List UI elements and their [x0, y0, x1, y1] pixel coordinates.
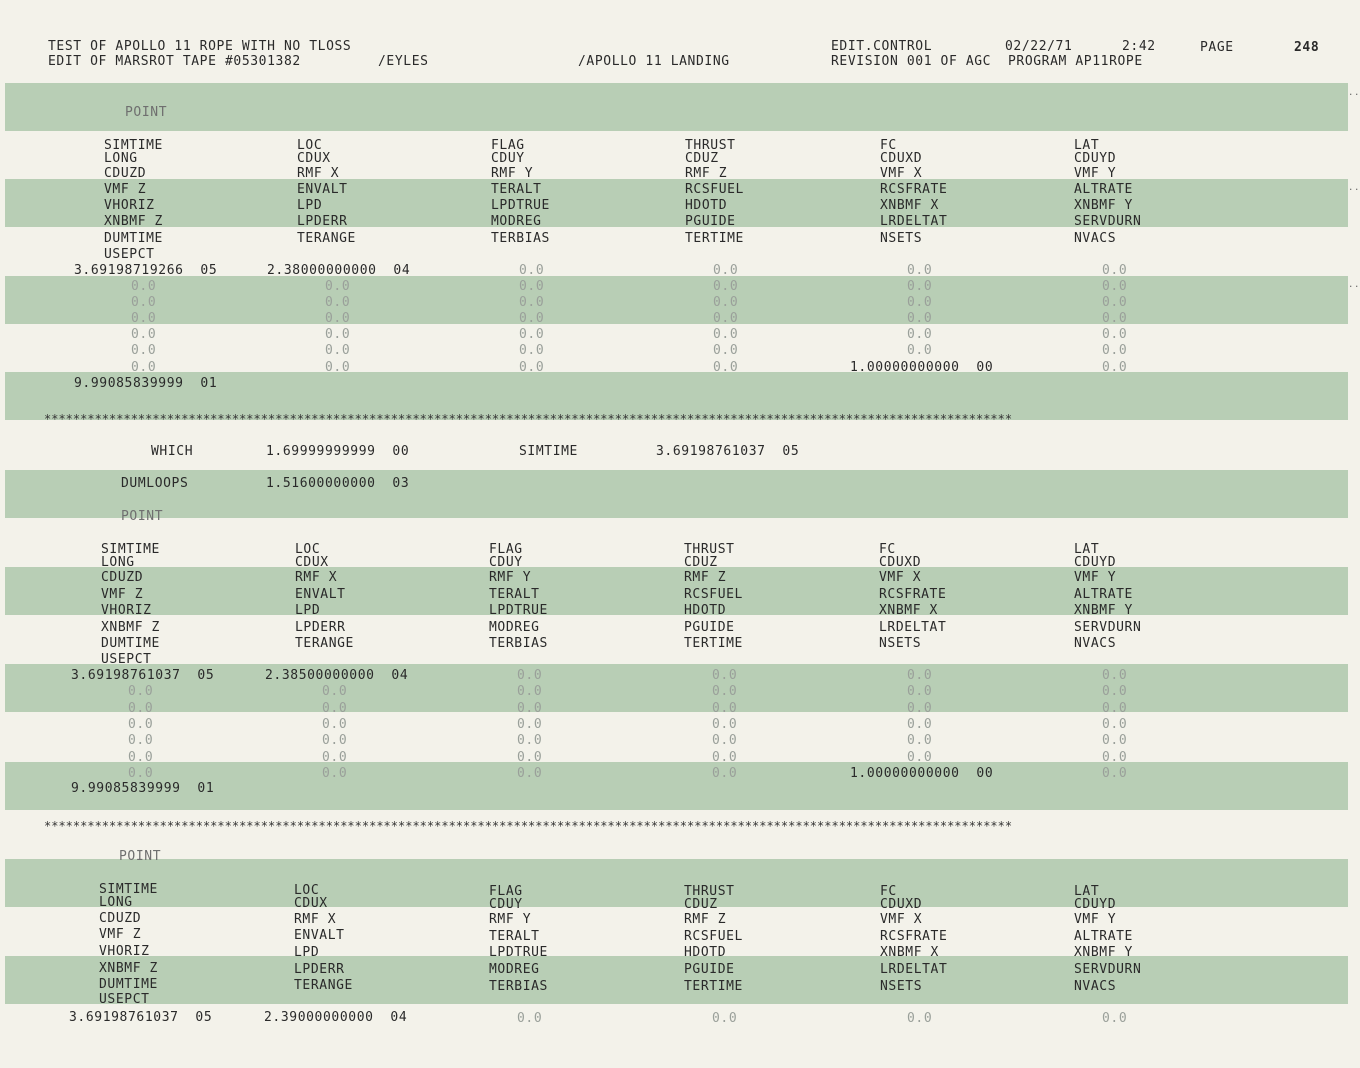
field-name: CDUX — [294, 896, 328, 911]
value-cell: 0.0 — [128, 701, 154, 716]
value-cell: 0.0 — [517, 701, 543, 716]
value-cell: 9.99085839999 01 — [71, 781, 215, 796]
value-cell: 0.0 — [1102, 327, 1128, 342]
value-cell: 0.0 — [712, 684, 738, 699]
field-name: ALTRATE — [1074, 587, 1133, 602]
field-name: USEPCT — [104, 247, 155, 262]
field-name: VMF Y — [1074, 570, 1117, 585]
field-name: VMF Y — [1074, 912, 1117, 927]
value-cell: 0.0 — [517, 750, 543, 765]
value-cell: 0.0 — [322, 750, 348, 765]
value-cell: 0.0 — [519, 279, 545, 294]
value-cell: 0.0 — [128, 733, 154, 748]
greenbar-band — [5, 956, 1348, 1004]
field-name: XNBMF Y — [1074, 945, 1133, 960]
field-name: XNBMF Y — [1074, 198, 1133, 213]
field-name: DUMTIME — [101, 636, 160, 651]
value-cell: 3.69198761037 05 — [69, 1010, 213, 1025]
field-name: NVACS — [1074, 231, 1117, 246]
field-name: TERALT — [489, 587, 540, 602]
field-name: LONG — [101, 555, 135, 570]
field-name: RMF X — [297, 166, 340, 181]
greenbar-band — [5, 470, 1348, 518]
field-name: RMF Y — [489, 570, 532, 585]
field-name: XNBMF X — [879, 603, 938, 618]
value-cell: 0.0 — [517, 717, 543, 732]
field-name: RCSFUEL — [684, 929, 743, 944]
field-name: CDUYD — [1074, 151, 1117, 166]
value-cell: 1.00000000000 00 — [850, 360, 994, 375]
field-name: MODREG — [489, 962, 540, 977]
value-cell: 0.0 — [1102, 733, 1128, 748]
value-cell: 0.0 — [325, 343, 351, 358]
value-cell: 0.0 — [1102, 279, 1128, 294]
field-name: LRDELTAT — [880, 214, 948, 229]
value-cell: 2.39000000000 04 — [264, 1010, 408, 1025]
field-name: LAT — [1074, 884, 1100, 899]
point-label: POINT — [119, 849, 162, 864]
value-cell: 0.0 — [519, 327, 545, 342]
field-name: TERANGE — [297, 231, 356, 246]
value-cell: 0.0 — [1102, 360, 1128, 375]
field-name: TERALT — [491, 182, 542, 197]
field-name: LRDELTAT — [880, 962, 948, 977]
field-name: HDOTD — [684, 945, 727, 960]
value-cell: 0.0 — [713, 295, 739, 310]
field-name: USEPCT — [101, 652, 152, 667]
field-name: LPDTRUE — [489, 945, 548, 960]
field-name: USEPCT — [99, 992, 150, 1007]
value-cell: 0.0 — [517, 733, 543, 748]
field-name: CDUXD — [879, 555, 922, 570]
field-name: LPDTRUE — [489, 603, 548, 618]
field-name: VHORIZ — [101, 603, 152, 618]
value-cell: 0.0 — [713, 279, 739, 294]
field-name: TERANGE — [295, 636, 354, 651]
value-cell: 0.0 — [131, 360, 157, 375]
value-cell: 0.0 — [907, 311, 933, 326]
value-cell: 0.0 — [1102, 1011, 1128, 1026]
field-name: FC — [880, 138, 897, 153]
header-landing: /APOLLO 11 LANDING — [578, 54, 730, 69]
field-name: VMF X — [880, 912, 923, 927]
field-name: CDUYD — [1074, 897, 1117, 912]
field-name: MODREG — [489, 620, 540, 635]
field-name: NVACS — [1074, 636, 1117, 651]
edge-mark: .. — [1347, 183, 1360, 193]
field-name: VMF Z — [99, 927, 142, 942]
field-name: XNBMF Y — [1074, 603, 1133, 618]
field-name: SERVDURN — [1074, 620, 1142, 635]
edge-mark: .. — [1347, 88, 1360, 98]
value-cell: 0.0 — [907, 279, 933, 294]
field-name: RMF X — [295, 570, 338, 585]
value-cell: 9.99085839999 01 — [74, 376, 218, 391]
value-cell: 0.0 — [131, 279, 157, 294]
value-cell: 0.0 — [713, 311, 739, 326]
field-name: LAT — [1074, 138, 1100, 153]
value-cell: 0.0 — [517, 684, 543, 699]
value-cell: 0.0 — [325, 279, 351, 294]
header-user: /EYLES — [378, 54, 429, 69]
value-cell: 0.0 — [713, 327, 739, 342]
value-cell: 0.0 — [907, 327, 933, 342]
value-cell: 0.0 — [1102, 750, 1128, 765]
field-name: CDUZD — [101, 570, 144, 585]
field-name: FC — [880, 884, 897, 899]
value-cell: 0.0 — [128, 684, 154, 699]
value-cell: 0.0 — [1102, 684, 1128, 699]
value-cell: 0.0 — [131, 327, 157, 342]
value-cell: 3.69198719266 05 — [74, 263, 218, 278]
field-name: TERTIME — [685, 231, 744, 246]
field-name: RMF Z — [684, 570, 727, 585]
value-cell: 1.00000000000 00 — [850, 766, 994, 781]
field-name: ALTRATE — [1074, 182, 1133, 197]
header-page-number: 248 — [1294, 40, 1320, 55]
field-name: TERTIME — [684, 636, 743, 651]
value-cell: 0.0 — [128, 717, 154, 732]
field-name: DUMTIME — [104, 231, 163, 246]
separator-line: ************************************************************************************************************************************** — [44, 819, 1013, 833]
value-cell: 0.0 — [128, 750, 154, 765]
field-name: CDUZ — [684, 897, 718, 912]
field-name: LOC — [295, 542, 321, 557]
field-name: TERALT — [489, 929, 540, 944]
value-cell: 0.0 — [712, 733, 738, 748]
value-cell: 2.38000000000 04 — [267, 263, 411, 278]
field-name: VMF Z — [101, 587, 144, 602]
field-name: PGUIDE — [684, 962, 735, 977]
field-name: ALTRATE — [1074, 929, 1133, 944]
value-cell: 0.0 — [128, 766, 154, 781]
field-name: RMF Z — [684, 912, 727, 927]
value-cell: 0.0 — [712, 766, 738, 781]
value-cell: 0.0 — [907, 668, 933, 683]
field-name: HDOTD — [685, 198, 728, 213]
field-name: NSETS — [880, 979, 923, 994]
value-cell: 0.0 — [907, 701, 933, 716]
dumloops-value: 1.51600000000 03 — [266, 476, 410, 491]
value-cell: 0.0 — [907, 295, 933, 310]
field-name: LPDERR — [294, 962, 345, 977]
field-name: ENVALT — [295, 587, 346, 602]
value-cell: 0.0 — [322, 733, 348, 748]
point-label: POINT — [125, 105, 168, 120]
field-name: ENVALT — [297, 182, 348, 197]
field-name: XNBMF Z — [104, 214, 163, 229]
greenbar-band — [5, 83, 1348, 131]
value-cell: 0.0 — [907, 1011, 933, 1026]
field-name: RMF Y — [491, 166, 534, 181]
field-name: SIMTIME — [104, 138, 163, 153]
field-name: CDUZ — [684, 555, 718, 570]
field-name: VMF Z — [104, 182, 147, 197]
value-cell: 0.0 — [322, 684, 348, 699]
value-cell: 0.0 — [517, 668, 543, 683]
field-name: XNBMF Z — [99, 961, 158, 976]
field-name: NSETS — [879, 636, 922, 651]
which-value: 1.69999999999 00 — [266, 444, 410, 459]
field-name: LONG — [104, 151, 138, 166]
value-cell: 0.0 — [907, 733, 933, 748]
value-cell: 0.0 — [907, 684, 933, 699]
value-cell: 0.0 — [325, 295, 351, 310]
value-cell: 0.0 — [517, 1011, 543, 1026]
field-name: CDUXD — [880, 151, 923, 166]
greenbar-band — [5, 179, 1348, 227]
point-label: POINT — [121, 509, 164, 524]
field-name: RCSFRATE — [879, 587, 947, 602]
value-cell: 0.0 — [519, 311, 545, 326]
field-name: VMF Y — [1074, 166, 1117, 181]
header-edit-control: EDIT.CONTROL — [831, 39, 933, 54]
value-cell: 0.0 — [1102, 343, 1128, 358]
field-name: CDUY — [489, 555, 523, 570]
value-cell: 0.0 — [519, 343, 545, 358]
dumloops-label: DUMLOOPS — [121, 476, 189, 491]
field-name: SERVDURN — [1074, 214, 1142, 229]
field-name: SIMTIME — [99, 882, 158, 897]
value-cell: 0.0 — [1102, 701, 1128, 716]
value-cell: 0.0 — [1102, 295, 1128, 310]
field-name: MODREG — [491, 214, 542, 229]
value-cell: 0.0 — [907, 717, 933, 732]
field-name: THRUST — [684, 884, 735, 899]
field-name: RMF X — [294, 912, 337, 927]
field-name: VMF X — [879, 570, 922, 585]
value-cell: 0.0 — [907, 343, 933, 358]
field-name: RMF Z — [685, 166, 728, 181]
field-name: ENVALT — [294, 928, 345, 943]
field-name: TERBIAS — [491, 231, 550, 246]
field-name: LONG — [99, 895, 133, 910]
field-name: RMF Y — [489, 912, 532, 927]
field-name: LRDELTAT — [879, 620, 947, 635]
value-cell: 0.0 — [713, 360, 739, 375]
field-name: SERVDURN — [1074, 962, 1142, 977]
field-name: LOC — [297, 138, 323, 153]
separator-line: ************************************************************************************************************************************** — [44, 412, 1013, 426]
value-cell: 3.69198761037 05 — [71, 668, 215, 683]
value-cell: 0.0 — [322, 717, 348, 732]
field-name: TERANGE — [294, 978, 353, 993]
value-cell: 2.38500000000 04 — [265, 668, 409, 683]
value-cell: 0.0 — [713, 263, 739, 278]
header-title-line1: TEST OF APOLLO 11 ROPE WITH NO TLOSS — [48, 39, 352, 54]
field-name: RCSFRATE — [880, 182, 948, 197]
field-name: RCSFUEL — [685, 182, 744, 197]
field-name: RCSFRATE — [880, 929, 948, 944]
field-name: VHORIZ — [99, 944, 150, 959]
header-page-label: PAGE — [1200, 40, 1234, 55]
value-cell: 0.0 — [1102, 668, 1128, 683]
field-name: CDUXD — [880, 897, 923, 912]
simtime-value: 3.69198761037 05 — [656, 444, 800, 459]
field-name: NVACS — [1074, 979, 1117, 994]
value-cell: 0.0 — [712, 717, 738, 732]
field-name: THRUST — [685, 138, 736, 153]
header-revision: REVISION 001 OF AGC PROGRAM AP11ROPE — [831, 54, 1143, 69]
field-name: LPDTRUE — [491, 198, 550, 213]
greenbar-band — [5, 567, 1348, 615]
field-name: XNBMF X — [880, 945, 939, 960]
field-name: LPD — [294, 945, 320, 960]
simtime-label: SIMTIME — [519, 444, 578, 459]
value-cell: 0.0 — [131, 343, 157, 358]
field-name: THRUST — [684, 542, 735, 557]
field-name: CDUZD — [99, 911, 142, 926]
value-cell: 0.0 — [322, 766, 348, 781]
value-cell: 0.0 — [712, 1011, 738, 1026]
field-name: SIMTIME — [101, 542, 160, 557]
edge-mark: .. — [1347, 280, 1360, 290]
value-cell: 0.0 — [712, 701, 738, 716]
field-name: DUMTIME — [99, 977, 158, 992]
value-cell: 0.0 — [519, 263, 545, 278]
field-name: PGUIDE — [684, 620, 735, 635]
header-title-line2: EDIT OF MARSROT TAPE #05301382 — [48, 54, 301, 69]
field-name: XNBMF X — [880, 198, 939, 213]
field-name: PGUIDE — [685, 214, 736, 229]
field-name: LPDERR — [297, 214, 348, 229]
header-time: 2:42 — [1122, 39, 1156, 54]
greenbar-band — [5, 859, 1348, 907]
value-cell: 0.0 — [131, 311, 157, 326]
value-cell: 0.0 — [325, 311, 351, 326]
value-cell: 0.0 — [907, 263, 933, 278]
field-name: CDUZD — [104, 166, 147, 181]
field-name: FC — [879, 542, 896, 557]
field-name: CDUY — [491, 151, 525, 166]
field-name: CDUX — [297, 151, 331, 166]
value-cell: 0.0 — [1102, 263, 1128, 278]
field-name: HDOTD — [684, 603, 727, 618]
field-name: CDUZ — [685, 151, 719, 166]
value-cell: 0.0 — [325, 327, 351, 342]
field-name: CDUX — [295, 555, 329, 570]
field-name: FLAG — [489, 884, 523, 899]
header-date: 02/22/71 — [1005, 39, 1073, 54]
field-name: XNBMF Z — [101, 620, 160, 635]
field-name: LPDERR — [295, 620, 346, 635]
field-name: TERBIAS — [489, 979, 548, 994]
value-cell: 0.0 — [713, 343, 739, 358]
value-cell: 0.0 — [322, 701, 348, 716]
field-name: NSETS — [880, 231, 923, 246]
field-name: LPD — [295, 603, 321, 618]
field-name: TERTIME — [684, 979, 743, 994]
value-cell: 0.0 — [712, 750, 738, 765]
greenbar-band — [5, 276, 1348, 324]
value-cell: 0.0 — [1102, 766, 1128, 781]
value-cell: 0.0 — [517, 766, 543, 781]
field-name: LPD — [297, 198, 323, 213]
field-name: FLAG — [491, 138, 525, 153]
value-cell: 0.0 — [1102, 717, 1128, 732]
field-name: LAT — [1074, 542, 1100, 557]
field-name: RCSFUEL — [684, 587, 743, 602]
field-name: VMF X — [880, 166, 923, 181]
field-name: LOC — [294, 883, 320, 898]
value-cell: 0.0 — [1102, 311, 1128, 326]
value-cell: 0.0 — [131, 295, 157, 310]
value-cell: 0.0 — [519, 360, 545, 375]
value-cell: 0.0 — [519, 295, 545, 310]
field-name: VHORIZ — [104, 198, 155, 213]
value-cell: 0.0 — [907, 750, 933, 765]
value-cell: 0.0 — [325, 360, 351, 375]
value-cell: 0.0 — [712, 668, 738, 683]
field-name: CDUY — [489, 897, 523, 912]
field-name: CDUYD — [1074, 555, 1117, 570]
field-name: TERBIAS — [489, 636, 548, 651]
which-label: WHICH — [151, 444, 194, 459]
field-name: FLAG — [489, 542, 523, 557]
